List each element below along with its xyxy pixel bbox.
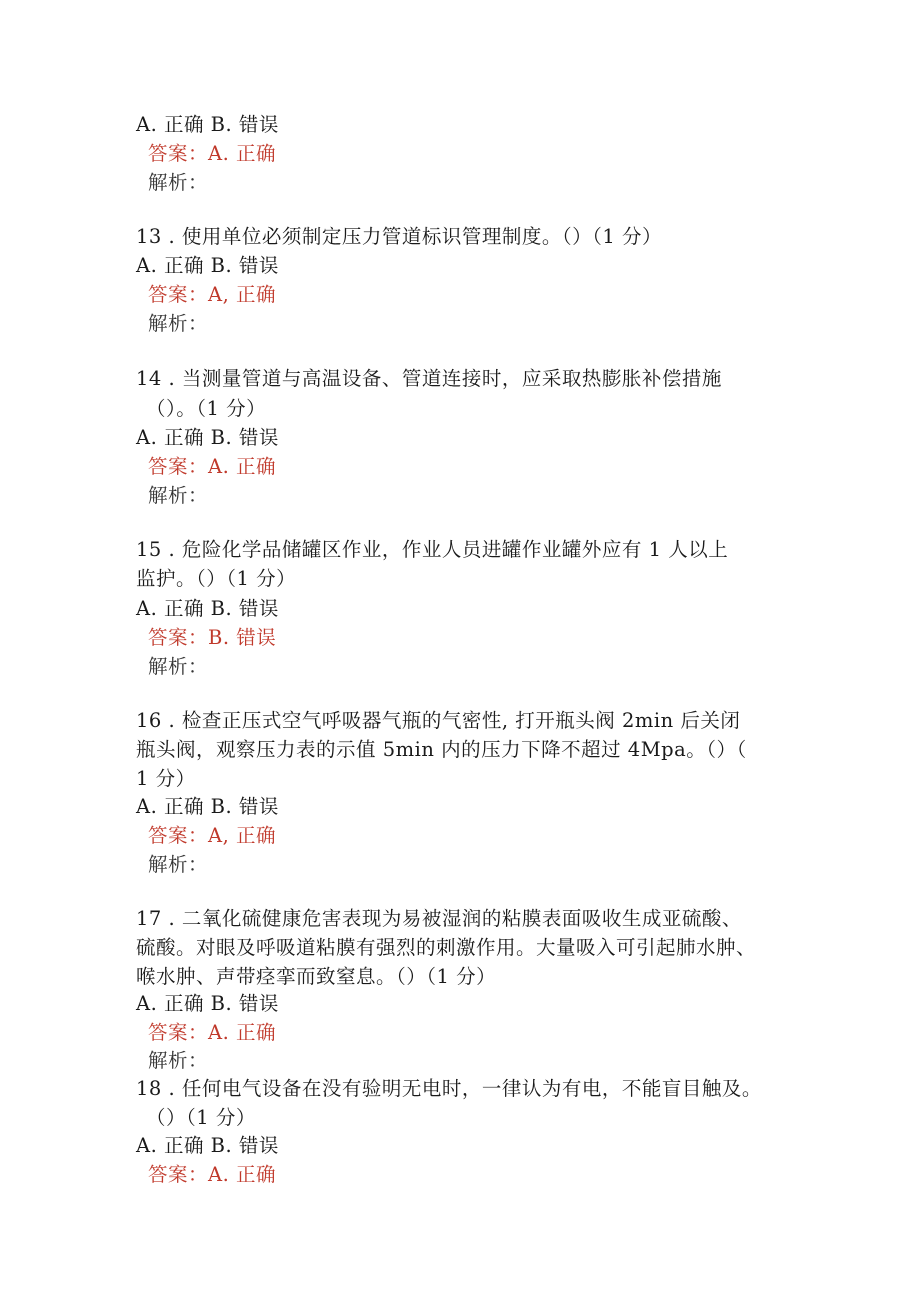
question-text: 13 . 使用单位必须制定压力管道标识管理制度。（）（1 分） [136, 225, 663, 248]
answer-line: 答案：A. 正确 [148, 1021, 276, 1044]
options-line: A. 正确 B. 错误 [136, 254, 279, 277]
options-line: A. 正确 B. 错误 [136, 795, 279, 818]
question-text: 15 . 危险化学品储罐区作业，作业人员进罐作业罐外应有 1 人以上 [136, 538, 729, 561]
question-text-continuation: （）（1 分） [146, 1106, 256, 1129]
answer-line: 答案：A. 正确 [148, 455, 276, 478]
analysis-line: 解析： [148, 312, 209, 335]
answer-line: 答案：B. 错误 [148, 626, 277, 649]
options-line: A. 正确 B. 错误 [136, 426, 279, 449]
answer-line: 答案：A. 正确 [148, 142, 276, 165]
analysis-line: 解析： [148, 484, 209, 507]
analysis-line: 解析： [148, 655, 209, 678]
analysis-line: 解析： [148, 853, 209, 876]
question-text-continuation: 瓶头阀，观察压力表的示值 5min 内的压力下降不超过 4Mpa。（）（ [136, 738, 747, 761]
question-text: 18 . 任何电气设备在没有验明无电时，一律认为有电，不能盲目触及。 [136, 1077, 762, 1100]
question-text-continuation: （）。（1 分） [146, 397, 267, 420]
question-text-continuation: 喉水肿、声带痉挛而致窒息。（）（1 分） [136, 965, 497, 988]
question-text: 14 . 当测量管道与高温设备、管道连接时，应采取热膨胀补偿措施 [136, 367, 722, 390]
analysis-line: 解析： [148, 171, 209, 194]
options-line: A. 正确 B. 错误 [136, 1134, 279, 1157]
question-text-continuation: 1 分） [136, 767, 196, 790]
question-text-continuation: 监护。（）（1 分） [136, 567, 297, 590]
answer-line: 答案：A, 正确 [148, 824, 276, 847]
question-text: 16 . 检查正压式空气呼吸器气瓶的气密性, 打开瓶头阀 2min 后关闭 [136, 709, 741, 732]
options-line: A. 正确 B. 错误 [136, 113, 279, 136]
analysis-line: 解析： [148, 1049, 209, 1072]
options-line: A. 正确 B. 错误 [136, 992, 279, 1015]
options-line: A. 正确 B. 错误 [136, 597, 279, 620]
answer-line: 答案：A, 正确 [148, 283, 276, 306]
question-text-continuation: 硫酸。对眼及呼吸道粘膜有强烈的刺激作用。大量吸入可引起肺水肿、 [136, 936, 757, 959]
answer-line: 答案：A. 正确 [148, 1163, 276, 1186]
question-text: 17 . 二氧化硫健康危害表现为易被湿润的粘膜表面吸收生成亚硫酸、 [136, 907, 742, 930]
